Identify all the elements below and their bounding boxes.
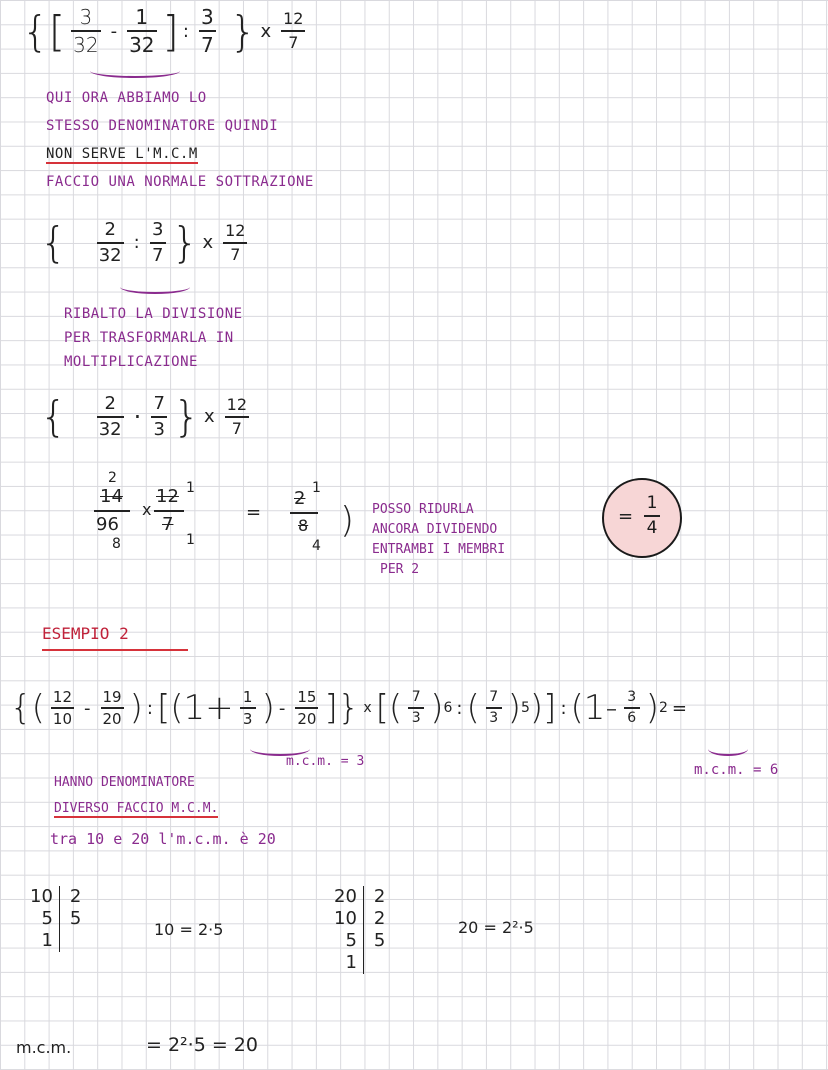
bracket: )]: [529, 688, 557, 728]
denominator: 3: [489, 710, 499, 726]
crossed-numerator: 14: [100, 486, 123, 507]
fraction: [150, 220, 166, 266]
operator: :: [182, 20, 189, 42]
factor-cell: [372, 952, 385, 974]
reduced-numerator: 1: [312, 480, 321, 496]
note-line: STESSO DENOMINATORE QUINDI: [46, 118, 279, 134]
note-line: QUI ORA ABBIAMO LO: [46, 90, 207, 106]
bracket: ): [129, 688, 143, 728]
factor-cell: 5: [69, 908, 82, 929]
factor-cell: 5: [30, 908, 60, 930]
note-line: POSSO RIDURLA: [372, 502, 474, 517]
factorization-result: 20 = 2²·5: [458, 918, 534, 937]
note-line: ANCORA DIVIDENDO: [372, 522, 498, 537]
operator: -: [110, 20, 118, 42]
expression-step2: [40, 218, 253, 267]
fraction: [71, 6, 100, 56]
note-line: tra 10 e 20 l'm.c.m. è 20: [50, 830, 276, 848]
denominator: 7: [231, 418, 242, 438]
operator: :: [133, 232, 140, 253]
connector-arc: [708, 742, 748, 756]
factor-cell: 20: [334, 886, 364, 908]
crossed-denominator: 7: [162, 514, 174, 535]
bracket: [(: [375, 688, 403, 728]
bracket: ]}: [324, 688, 360, 728]
fraction: [101, 689, 124, 728]
denominator: 3: [153, 418, 165, 440]
numerator: 12: [226, 394, 248, 414]
factor-cell: 1: [334, 952, 364, 974]
fraction-bar: [154, 510, 184, 512]
factor-cell: 2: [69, 886, 82, 907]
numerator: 2: [104, 392, 116, 414]
fraction: [295, 689, 318, 728]
exponent: 2: [658, 700, 668, 716]
operator: x: [202, 232, 214, 253]
exponent: 6: [443, 700, 453, 716]
crossed-denominator: 96: [96, 514, 119, 535]
bracket: {(: [10, 688, 45, 728]
bracket: [(1+: [156, 688, 234, 728]
crossed-numerator: 12: [156, 486, 179, 507]
factor-cell: 5: [334, 930, 364, 952]
note-line: MOLTIPLICAZIONE: [64, 354, 198, 370]
numerator: 12: [225, 220, 246, 240]
section-title: ESEMPIO 2: [42, 624, 188, 651]
factor-cell: [68, 930, 81, 952]
mcm-label: m.c.m. = 6: [694, 762, 779, 778]
expression-example2: {( $\frac{12}{10}$ - $\frac{19}{20}$ ) : [(1+ $\frac{1}{3}$ ) - $\frac{15}{20}$ ]} x [( $\frac{7}{3}$ ) 6 : ( $\frac{7}{3}$ ) 5 )] : (1- $\frac{3}{6}$ ) 2 =: [10, 687, 687, 728]
reduced-denominator: 4: [312, 538, 321, 554]
operator: x: [260, 20, 272, 42]
numerator: 12: [283, 9, 304, 29]
operator: x: [142, 500, 152, 519]
note-line: ENTRAMBI I MEMBRI: [372, 542, 506, 557]
fraction: [127, 6, 156, 56]
fraction: [486, 690, 502, 727]
fraction-bar: [290, 512, 318, 514]
expression-simplification: [86, 470, 346, 570]
note-line: FACCIO UNA NORMALE SOTTRAZIONE: [46, 174, 314, 190]
bracket: (1-: [570, 688, 618, 728]
expression-step1: [22, 6, 311, 56]
factorization-10: [30, 886, 81, 952]
note-line: NON SERVE L'M.C.M: [46, 146, 198, 162]
fraction: [624, 690, 640, 727]
factor-cell: 1: [30, 930, 60, 952]
bracket-close: ]: [162, 6, 179, 56]
bracket: (: [466, 688, 480, 728]
numerator: 7: [153, 392, 165, 414]
fraction: [281, 10, 305, 51]
fraction: [225, 396, 249, 437]
denominator: 7: [288, 33, 299, 52]
connector-arc: [120, 280, 190, 294]
note-line: PER 2: [380, 562, 420, 577]
numerator: 19: [102, 687, 122, 706]
fraction: [151, 394, 167, 440]
fraction: [223, 222, 247, 263]
mcm-label: m.c.m. = 3: [286, 754, 365, 769]
denominator: 32: [98, 418, 122, 440]
mcm-final-value: = 2²·5 = 20: [146, 1034, 258, 1056]
denominator: 4: [646, 517, 658, 538]
numerator: 3: [200, 5, 214, 29]
annotation-flip-division: [64, 302, 243, 374]
denominator: 3: [411, 710, 421, 726]
bracket: ): [645, 688, 659, 728]
factor-cell: 10: [30, 886, 60, 908]
reduced-numerator: 1: [186, 480, 195, 496]
exponent: 5: [520, 700, 530, 716]
denominator: 32: [129, 33, 155, 57]
factor-cell: 2: [373, 886, 386, 907]
numerator: 1: [646, 493, 658, 513]
expression-step3: [40, 392, 255, 441]
brace-close: }: [171, 218, 199, 267]
fraction: [51, 689, 74, 728]
denominator: 6: [627, 710, 637, 726]
numerator: 1: [242, 687, 253, 706]
reduced-denominator: 1: [186, 532, 195, 548]
numerator: 2: [104, 218, 116, 240]
fraction: [408, 690, 424, 727]
reduced-numerator: 2: [108, 470, 117, 486]
result-highlight: [602, 478, 682, 558]
crossed-numerator: 2: [294, 488, 306, 509]
note-line: HANNO DENOMINATORE: [54, 775, 195, 790]
note-line: RIBALTO LA DIVISIONE: [64, 306, 243, 322]
operator: :: [560, 697, 567, 719]
factor-cell: 5: [373, 930, 386, 951]
operator: ·: [133, 402, 142, 431]
numerator: 7: [489, 688, 499, 705]
fraction-bar: [94, 510, 130, 512]
brace-open: {: [40, 218, 67, 267]
brace-close: }: [173, 392, 201, 441]
result-fraction: [644, 494, 660, 537]
paren-close: ): [340, 500, 355, 541]
denominator: 7: [151, 244, 164, 266]
brace-close: }: [229, 6, 257, 56]
denominator: 20: [297, 710, 317, 728]
crossed-denominator: 8: [298, 516, 309, 535]
operator: -: [84, 697, 91, 719]
fraction: [199, 6, 216, 56]
factorization-20: [334, 886, 385, 974]
note-line: DIVERSO FACCIO M.C.M.: [54, 801, 219, 816]
operator: =: [671, 697, 687, 719]
numerator: 15: [297, 687, 317, 706]
operator: x: [204, 406, 215, 427]
mcm-final-label: m.c.m.: [16, 1038, 72, 1057]
fraction: [97, 394, 124, 440]
denominator: 32: [98, 244, 122, 266]
annotation-same-denominator: [46, 84, 314, 196]
denominator: 3: [242, 710, 253, 728]
denominator: 20: [102, 710, 122, 728]
denominator: 32: [73, 33, 99, 57]
denominator: 10: [52, 710, 72, 728]
operator: =: [618, 506, 634, 527]
annotation-reduce-more: [372, 500, 505, 580]
numerator: 1: [135, 5, 149, 29]
operator: =: [246, 502, 262, 523]
operator: :: [456, 697, 463, 719]
brace-open: {: [40, 392, 67, 441]
operator: :: [146, 697, 153, 719]
fraction: [97, 220, 124, 266]
factorization-result: 10 = 2·5: [154, 920, 224, 939]
numerator: 3: [79, 5, 93, 29]
numerator: 3: [627, 688, 637, 705]
denominator: 7: [230, 244, 241, 264]
fraction: [240, 689, 256, 728]
factor-cell: 2: [373, 908, 386, 929]
factor-cell: 10: [334, 908, 364, 930]
numerator: 3: [151, 218, 164, 240]
denominator: 7: [200, 33, 214, 57]
numerator: 7: [411, 688, 421, 705]
operator: x: [363, 700, 372, 716]
annotation-different-denominator: [54, 770, 218, 822]
connector-arc: [90, 64, 180, 78]
note-line: PER TRASFORMARLA IN: [64, 330, 234, 346]
reduced-denominator: 8: [112, 536, 121, 552]
numerator: 12: [52, 687, 72, 706]
bracket: ): [261, 688, 275, 728]
brace-open: {[: [22, 6, 66, 56]
operator: -: [278, 697, 286, 719]
